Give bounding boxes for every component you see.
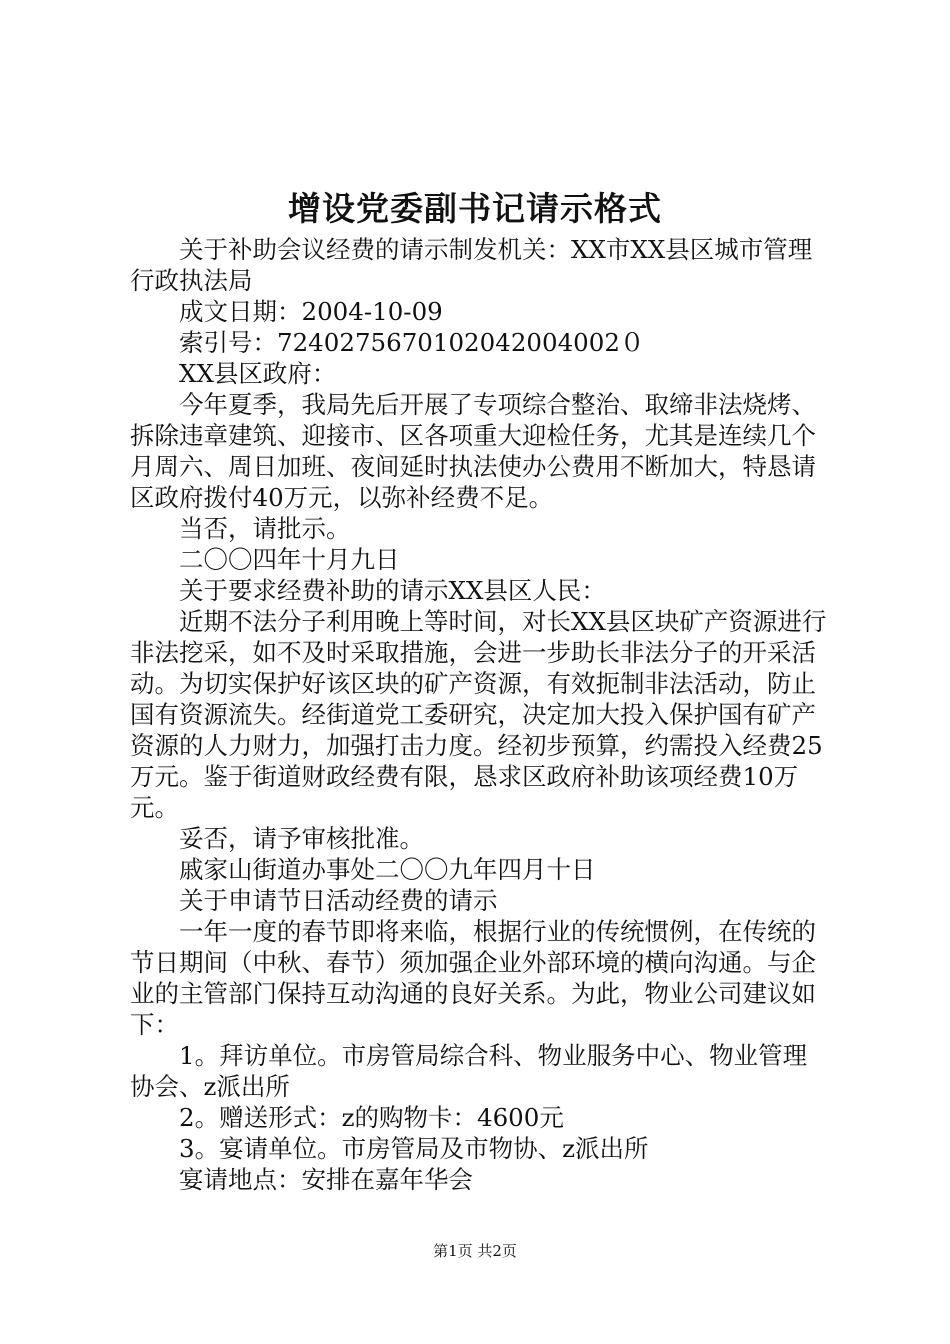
paragraph-second-request-body: 近期不法分子利用晚上等时间，对长XX县区块矿产资源进行非法挖采，如不及时采取措施，会进一步助长非法分子的开采活动。为切实保护好该区块的矿产资源，有效扼制非法活动，防止国有资源流失。经街道党工委研究，决定加大投入保护国有矿产资源的人力财力，加强打击力度。经初步预算，约需投入经费25万元。鉴于街道财政经费有限，恳求区政府补助该项经费10万元。 bbox=[130, 607, 827, 822]
paragraph-issuing-authority: 关于补助会议经费的请示制发机关：XX市XX县区城市管理行政执法局 bbox=[130, 235, 813, 295]
paragraph-second-signature: 戚家山街道办事处二〇〇九年四月十日 bbox=[179, 855, 596, 884]
paragraph-date: 成文日期：2004-10-09 bbox=[179, 297, 443, 326]
paragraph-index-number: 索引号：7240275670102042004002０ bbox=[179, 328, 645, 357]
paragraph-third-request-heading: 关于申请节日活动经费的请示 bbox=[179, 886, 498, 915]
document-title: 增设党委副书记请示格式 bbox=[288, 189, 662, 228]
page-number: 第1页 共2页 bbox=[433, 1242, 517, 1260]
paragraph-banquet-location: 宴请地点：安排在嘉年华会 bbox=[179, 1165, 473, 1194]
paragraph-closing: 当否，请批示。 bbox=[179, 514, 351, 543]
paragraph-sign-date: 二〇〇四年十月九日 bbox=[179, 545, 400, 574]
paragraph-third-request-body: 一年一度的春节即将来临，根据行业的传统惯例，在传统的节日期间（中秋、春节）须加强企业外部环境的横向沟通。与企业的主管部门保持互动沟通的良好关系。为此，物业公司建议如下： bbox=[130, 917, 816, 1039]
list-item-banquet-units: 3。宴请单位。市房管局及市物协、z派出所 bbox=[179, 1134, 649, 1163]
paragraph-addressee: XX县区政府： bbox=[179, 359, 337, 388]
paragraph-request-body: 今年夏季，我局先后开展了专项综合整治、取缔非法烧烤、拆除违章建筑、迎接市、区各项重大迎检任务，尤其是连续几个月周六、周日加班、夜间延时执法使办公费用不断加大，特恳请区政府拨付40万元，以弥补经费不足。 bbox=[130, 390, 816, 512]
paragraph-second-closing: 妥否，请予审核批准。 bbox=[179, 824, 424, 853]
document-body bbox=[130, 234, 830, 1195]
list-item-gift-form: 2。赠送形式：z的购物卡：4600元 bbox=[179, 1103, 564, 1132]
list-item-visit-units: 1。拜访单位。市房管局综合科、物业服务中心、物业管理协会、z派出所 bbox=[130, 1041, 808, 1101]
paragraph-second-request-heading: 关于要求经费补助的请示XX县区人民： bbox=[179, 576, 606, 605]
